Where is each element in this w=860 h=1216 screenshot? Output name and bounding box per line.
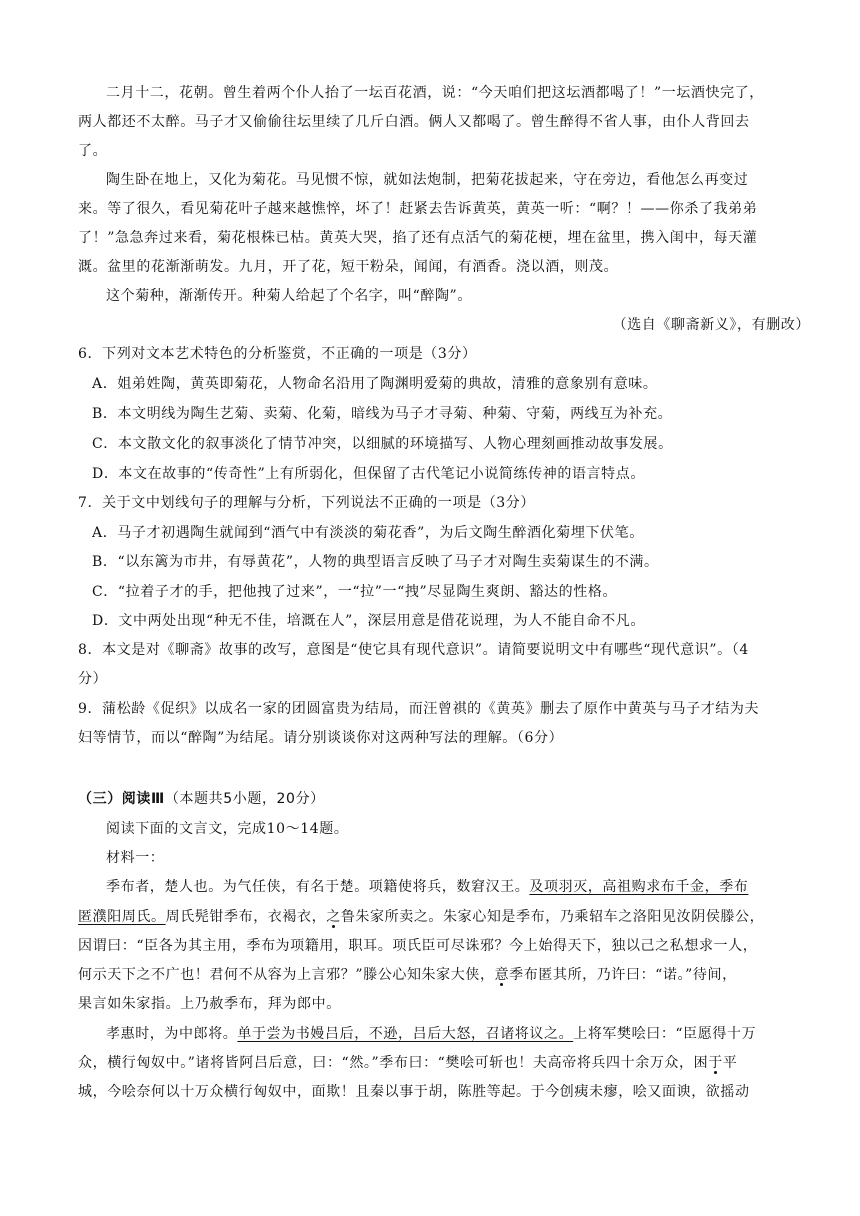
classical-line-6-text-b: 上将军樊哙曰：“臣愿得十万 bbox=[573, 1026, 757, 1042]
section-3-heading bbox=[78, 788, 794, 810]
dotted-character-zhi: 之 bbox=[326, 909, 341, 925]
question-6-option-b: B．本文明线为陶生艺菊、卖菊、化菊，暗线为马子才寻菊、种菊、守菊，两线互为补充。 bbox=[92, 406, 673, 422]
dotted-character-yi: 意 bbox=[494, 967, 510, 983]
classical-line-4-text-a: 何示天下之不广也！君何不从容为上言邪？”滕公心知朱家大侠， bbox=[78, 967, 495, 983]
material-1-label: 材料一： bbox=[106, 850, 165, 866]
classical-line-7-text-b: 平 bbox=[722, 1055, 738, 1071]
classical-line-2-text-a: 周氏髡钳季布，衣褐衣， bbox=[165, 909, 327, 925]
classical-line-1 bbox=[106, 876, 794, 898]
story-paragraph-1-line-3: 了。 bbox=[78, 143, 108, 159]
classical-line-1-text: 季布者，楚人也。为气任侠，有名于楚。项籍使将兵，数窘汉王。 bbox=[106, 879, 530, 895]
question-7-option-d: D．文中两处出现“种无不佳，培溉在人”，深层用意是借花说理，为人不能自命不凡。 bbox=[92, 613, 645, 629]
section-3-meta: （本题共5小题，20分） bbox=[164, 791, 325, 807]
story-paragraph-2-line-3: 了！”急急奔过来看，菊花根株已枯。黄英大哭，掐了还有点活气的菊花梗，埋在盆里，携入闺中，每天灌 bbox=[78, 230, 758, 246]
underlined-sentence-1a: 及项羽灭，高祖购求布千金，季布 bbox=[529, 879, 749, 895]
classical-line-8: 城，今哙奈何以十万众横行匈奴中，面欺！且秦以事于胡，陈胜等起。于今创痍未瘳，哙又面谀，欲摇动 bbox=[78, 1084, 750, 1100]
story-paragraph-2-line-4: 溉。盆里的花渐渐萌发。九月，开了花，短干粉朵，闻闻，有酒香。浇以酒，则茂。 bbox=[78, 259, 619, 275]
classical-line-6 bbox=[106, 1023, 794, 1045]
classical-line-7-text-a: 众，横行匈奴中。”诸将皆阿吕后意，曰：“然。”季布曰：“樊哙可斩也！夫高帝将兵四十余万众，困 bbox=[78, 1055, 709, 1071]
underlined-sentence-1b: 匿濮阳周氏。 bbox=[78, 909, 166, 925]
question-6-option-a: A．姐弟姓陶，黄英即菊花，人物命名沿用了陶渊明爱菊的典故，清雅的意象别有意味。 bbox=[92, 376, 658, 392]
classical-line-3: 因谓曰：“臣各为其主用，季布为项籍用，职耳。项氏臣可尽诛邪？今上始得天下，独以己之私想求一人， bbox=[78, 938, 758, 954]
question-6-stem: 6．下列对文本艺术特色的分析鉴赏，不正确的一项是（3分） bbox=[78, 346, 477, 362]
question-6-option-d: D．本文在故事的“传奇性”上有所弱化，但保留了古代笔记小说简练传神的语言特点。 bbox=[92, 466, 645, 482]
classical-line-2-text-b: 鲁朱家所卖之。朱家心知是季布，乃乘轺车之洛阳见汝阴侯滕公， bbox=[340, 909, 765, 925]
question-7-option-a: A．马子才初遇陶生就闻到“酒气中有淡淡的菊花香”，为后文陶生醉酒化菊埋下伏笔。 bbox=[92, 525, 644, 541]
classical-line-6-text-a: 孝惠时，为中郎将。 bbox=[106, 1026, 238, 1042]
section-3-instruction: 阅读下面的文言文，完成10～14题。 bbox=[106, 821, 349, 837]
story-paragraph-1-line-1: 二月十二，花朝。曾生着两个仆人抬了一坛百花酒，说：“今天咱们把这坛酒都喝了！”一坛酒快完了， bbox=[106, 85, 764, 101]
dotted-character-yu: 于 bbox=[708, 1055, 723, 1071]
classical-line-5: 果言如朱家指。上乃赦季布，拜为郎中。 bbox=[78, 996, 341, 1012]
question-9-line-2: 妇等情节，而以“醉陶”为结尾。请分别谈谈你对这两种写法的理解。（6分） bbox=[78, 730, 564, 746]
question-8-line-1: 8．本文是对《聊斋》故事的改写，意图是“使它具有现代意识”。请简要说明文中有哪些“现代意识”。（4 bbox=[78, 642, 749, 658]
question-7-option-c: C．“拉着子才的手，把他拽了过来”，一“拉”一“拽”尽显陶生爽朗、豁达的性格。 bbox=[92, 584, 618, 600]
story-paragraph-2-line-2: 来。等了很久，看见菊花叶子越来越憔悴，坏了！赶紧去告诉黄英，黄英一听：“啊？！——你杀了我弟弟 bbox=[78, 201, 758, 217]
question-9-line-1: 9．蒲松龄《促织》以成名一家的团圆富贵为结局，而汪曾祺的《黄英》删去了原作中黄英与马子才结为夫 bbox=[78, 701, 760, 717]
story-source: （选自《聊斋新义》，有删改） bbox=[612, 317, 810, 333]
section-3-title: （三）阅读Ⅲ bbox=[78, 791, 165, 807]
question-8-line-2: 分） bbox=[78, 671, 108, 687]
classical-line-2 bbox=[78, 906, 794, 928]
underlined-sentence-2: 单于尝为书嫚吕后，不逊，吕后大怒，召诸将议之。 bbox=[237, 1026, 574, 1042]
story-paragraph-3: 这个菊种，渐渐传开。种菊人给起了个名字，叫“醉陶”。 bbox=[106, 288, 472, 304]
story-paragraph-2-line-1: 陶生卧在地上，又化为菊花。马见惯不惊，就如法炮制，把菊花拔起来，守在旁边，看他怎么再变过 bbox=[106, 172, 749, 188]
question-6-option-c: C．本文散文化的叙事淡化了情节冲突，以细腻的环境描写、人物心理刻画推动故事发展。 bbox=[92, 436, 673, 452]
classical-line-4 bbox=[78, 964, 794, 986]
classical-line-7 bbox=[78, 1052, 794, 1074]
question-7-option-b: B．“以东篱为市井，有辱黄花”，人物的典型语言反映了马子才对陶生卖菊谋生的不满。 bbox=[92, 554, 659, 570]
classical-line-4-text-b: 季布匿其所，乃许曰：“诺。”待间， bbox=[509, 967, 737, 983]
question-7-stem: 7．关于文中划线句子的理解与分析，下列说法不正确的一项是（3分） bbox=[78, 495, 536, 511]
story-paragraph-1-line-2: 两人都还不太醉。马子才又偷偷往坛里续了几斤白酒。俩人又都喝了。曾生醉得不省人事，由仆人背回去 bbox=[78, 114, 750, 130]
